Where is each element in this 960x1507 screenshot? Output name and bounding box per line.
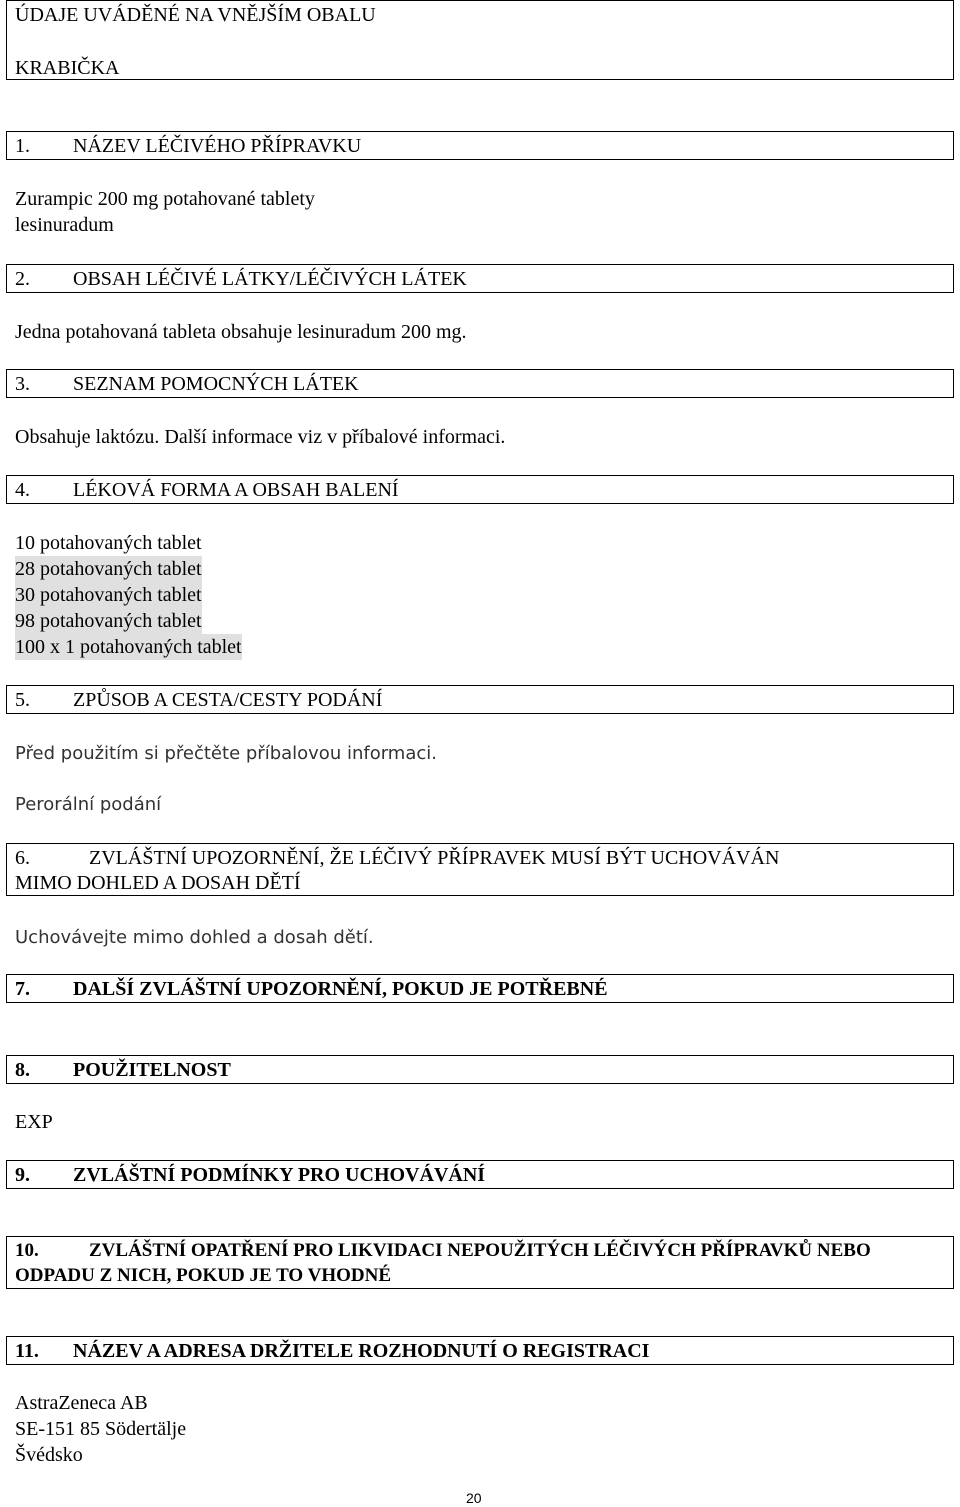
mah-name: AstraZeneca AB <box>15 1392 148 1414</box>
pack-size-28: 28 potahovaných tablet <box>15 558 202 580</box>
pack-size-10: 10 potahovaných tablet <box>15 532 202 554</box>
excipients-text: Obsahuje laktózu. Další informace viz v příbalové informaci. <box>15 426 506 448</box>
composition-text: Jedna potahovaná tableta obsahuje lesinuradum 200 mg. <box>15 321 467 343</box>
active-substance: lesinuradum <box>15 214 114 236</box>
section-11-heading: 11. NÁZEV A ADRESA DRŽITELE ROZHODNUTÍ O REGISTRACI <box>15 1340 650 1362</box>
page-number: 20 <box>466 1490 482 1506</box>
section-10-heading: 10. ZVLÁŠTNÍ OPATŘENÍ PRO LIKVIDACI NEPOUŽITÝCH LÉČIVÝCH PŘÍPRAVKŮ NEBO <box>15 1240 871 1261</box>
mah-address: SE-151 85 Södertälje <box>15 1418 187 1440</box>
pack-size-98: 98 potahovaných tablet <box>15 610 202 632</box>
pack-size-30: 30 potahovaných tablet <box>15 584 202 606</box>
product-name: Zurampic 200 mg potahované tablety <box>15 188 315 210</box>
expiry-label: EXP <box>15 1111 53 1133</box>
section-8-heading: 8. POUŽITELNOST <box>15 1059 231 1081</box>
section-2-heading: 2. OBSAH LÉČIVÉ LÁTKY/LÉČIVÝCH LÁTEK <box>15 268 467 290</box>
mah-country: Švédsko <box>15 1444 83 1466</box>
header-subtitle: KRABIČKA <box>15 57 120 79</box>
section-10-heading-cont: ODPADU Z NICH, POKUD JE TO VHODNÉ <box>15 1265 391 1286</box>
section-7-heading: 7. DALŠÍ ZVLÁŠTNÍ UPOZORNĚNÍ, POKUD JE POTŘEBNÉ <box>15 978 608 1000</box>
section-6-heading-cont: MIMO DOHLED A DOSAH DĚTÍ <box>15 872 301 894</box>
header-title: ÚDAJE UVÁDĚNÉ NA VNĚJŠÍM OBALU <box>15 4 376 26</box>
read-leaflet-text: Před použitím si přečtěte příbalovou informaci. <box>15 743 437 764</box>
oral-use-text: Perorální podání <box>15 794 162 815</box>
section-1-heading: 1. NÁZEV LÉČIVÉHO PŘÍPRAVKU <box>15 135 362 157</box>
section-5-heading: 5. ZPŮSOB A CESTA/CESTY PODÁNÍ <box>15 689 383 711</box>
keep-out-of-reach-text: Uchovávejte mimo dohled a dosah dětí. <box>15 927 374 948</box>
section-9-heading: 9. ZVLÁŠTNÍ PODMÍNKY PRO UCHOVÁVÁNÍ <box>15 1164 486 1186</box>
section-6-heading: 6. ZVLÁŠTNÍ UPOZORNĚNÍ, ŽE LÉČIVÝ PŘÍPRAVEK MUSÍ BÝT UCHOVÁVÁN <box>15 847 780 869</box>
section-4-heading: 4. LÉKOVÁ FORMA A OBSAH BALENÍ <box>15 479 399 501</box>
section-3-heading: 3. SEZNAM POMOCNÝCH LÁTEK <box>15 373 359 395</box>
pack-size-100x1: 100 x 1 potahovaných tablet <box>15 636 242 658</box>
